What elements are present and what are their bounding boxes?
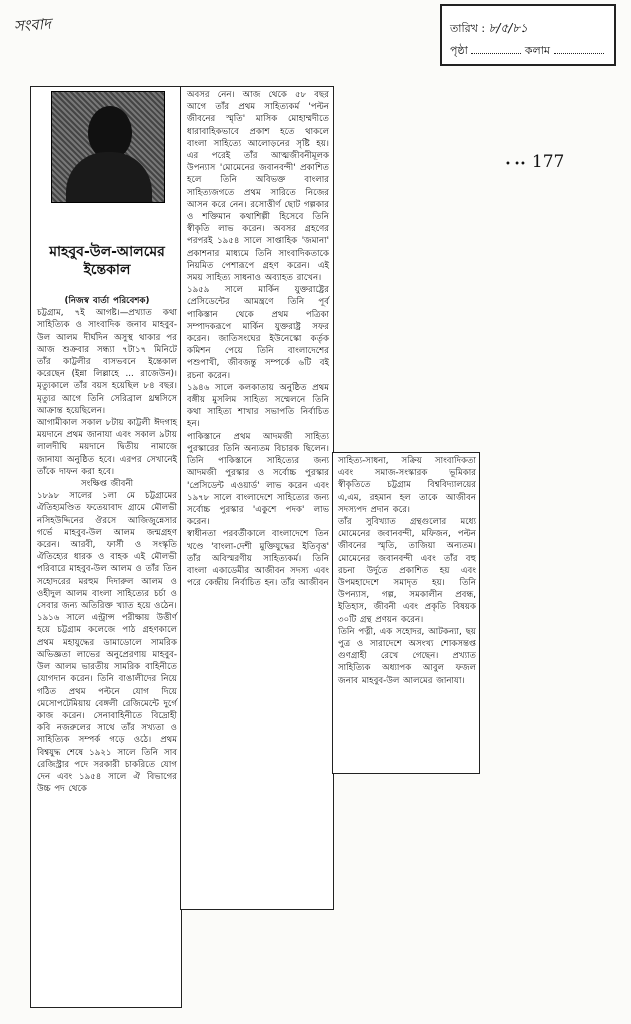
portrait-photo <box>51 91 165 203</box>
stamp-column-label: কলাম <box>524 44 551 57</box>
stamp-page-label: পৃষ্ঠা <box>450 44 468 57</box>
page-number: • •• 177 <box>505 152 565 172</box>
clipping-column-3 <box>332 452 480 774</box>
paragraph: সাহিত্য-সাধনা, সক্রিয় সাংবাদিকতা এবং সমাজ-সংস্কারক ভূমিকার স্বীকৃতিতে চট্টগ্রাম বিশ্ববিদ্যালয়ের এ,এম, রহমান হল তাকে আজীবন সদস্যপদ প্রদান করে। <box>338 456 476 515</box>
paragraph: স্বাধীনতা পরবর্তীকালে বাংলাদেশে তিন খণ্ডে 'বাংলা-দেশী মুক্তিযুদ্ধের ইতিবৃত্ত' তাঁর অবিস্মরণীয় সাহিত্যকর্ম। তিনি বাংলা একাডেমীর আজীবন সদস্য এবং পরে কেন্দ্রীয় নির্বাচিত হন। তাঁর আজীবন <box>187 529 329 589</box>
paragraph: তিনি পত্নী, এক সহোদর, আটকন্যা, ছয় পুত্র ও সারাদেশে অসংখ্য শোকসন্তপ্ত গুণগ্রাহী রেখে গেছেন। প্রখ্যাত সাহিত্যিক অধ্যাপক আবুল ফজল জনাব মাহবুব-উল আলমের জানাযা। <box>338 626 476 686</box>
clipping-column-1 <box>30 86 182 1008</box>
paragraph: পাকিস্তানে প্রথম আদমজী সাহিত্য পুরস্কারের তিনি অন্যতম বিচারক ছিলেন। তিনি পাকিস্তানে সাহিত্যের জন্য আদমজী পুরস্কার ও সর্বোচ্চ পুরস্কার 'প্রেসিডেন্ট এওয়ার্ড' লাভ করেন এবং ১৯৭৮ সালে বাংলাদেশে সাহিত্যের জন্য সর্বোচ্চ পুরস্কার 'একুশে পদক' লাভ করেন। <box>187 431 329 528</box>
clipping-column-2 <box>180 86 334 910</box>
column-3-text <box>338 455 476 687</box>
byline: (নিজস্ব বার্তা পরিবেশক) <box>64 296 150 306</box>
stamp-date-value: ৮/৫/৮১ <box>488 21 528 35</box>
stamp-column-line <box>554 53 604 54</box>
stamp-date-label: তারিখ <box>450 22 478 35</box>
date-stamp: তারিখ : ৮/৫/৮১ পৃষ্ঠা কলাম <box>440 4 616 66</box>
paragraph: ১৯১৬ সালে এন্ট্রান্স পরীক্ষায় উত্তীর্ণ হয়ে চট্টগ্রাম কলেজে পাঠ গ্রহণকালে প্রথম মহাযুদ্ধের ডামাডোলে সামরিক অভিজ্ঞতা লাভের অনুপ্রেরণায় মাহবুব-উল আলম ভারতীয় সামরিক বাহিনীতে যোগদান করেন। তিনি বাঙালীদের নিয়ে গঠিত প্রথম পল্টনে যোগ দিয়ে মেসোপটেমিয়ায় বেঙ্গলী রেজিমেন্টে দুর্গে কাজ করেন। সেনাবাহিনীতে বিদ্রোহী কবি নজরুলের সাথে তাঁর সখ্যতা ও সাহিত্যিক সম্পর্ক গড়ে ওঠে। প্রথম বিশ্বযুদ্ধ শেষে ১৯২১ সালে তিনি সাব রেজিস্ট্রার পদে সরকারী চাকরিতে যোগ দেন এবং ১৯৫৪ সালে ঐ বিভাগের উচ্চ পদ থেকে <box>37 613 177 795</box>
stamp-page-line <box>471 53 521 54</box>
paragraph: অবসর নেন। আজ থেকে ৫৮ বছর আগে তাঁর প্রথম সাহিত্যকর্ম 'পল্টন জীবনের স্মৃতি' মাসিক মোহাম্মদীতে ধারাবাহিকভাবে প্রকাশ হতে থাকলে বাংলা সাহিত্যে আলোড়নের সৃষ্টি হয়। এর পরেই তাঁর আত্মজীবনীমূলক উপন্যাস 'মোমেনের জবানবন্দী' প্রকাশিত হলে তিনি অবিভক্ত বাংলার সাহিত্যজগতে প্রথম সারিতে নিজের আসন করে নেন। রসোত্তীর্ণ ছোট গল্পকার ও শক্তিমান কথাশিল্পী হিসেবে তিনি স্বীকৃতি লাভ করেন। অবসর গ্রহণের পরপরই ১৯৫৪ সালে সাপ্তাহিক 'জমানা' প্রকাশনার মাধ্যমে তিনি সাংবাদিকতাকে নিয়মিত পেশারূপে গ্রহণ করেন। এই সময় সাহিত্য সাধনাও অব্যাহত রাখেন। <box>187 90 329 284</box>
handwritten-note: সংবাদ <box>13 14 52 36</box>
column-1-text <box>37 295 177 795</box>
paragraph: তাঁর সুবিখ্যাত গ্রন্থগুলোর মধ্যে মোমেনের জবানবন্দী, মফিজন, পল্টন জীবনের স্মৃতি, তাজিয়া অন্যতম। মোমেনের জবানবন্দী এবং তাঁর বহু রচনা উর্দুতে প্রকাশিত হয় এবং উপমহাদেশে সমাদৃত হয়। তিনি উপন্যাস, গল্প, সমকালীন প্রবন্ধ, ইতিহাস, জীবনী এবং প্রকৃতি বিষয়ক ৩০টি গ্রন্থ প্রণয়ন করেন। <box>338 517 476 625</box>
paragraph: ১৯৪৬ সালে কলকাতায় অনুষ্ঠিত প্রথম বঙ্গীয় মুসলিম সাহিত্য সম্মেলনে তিনি কথা সাহিত্য শাখার সভাপতি নির্বাচিত হন। <box>187 382 329 430</box>
paragraph: আগামীকাল সকাল ৮টায় কাট্টলী ঈদগাহ ময়দানে প্রথম জানাযা এবং সকাল ৯টায় লালদীঘি ময়দানে দ্বিতীয় নামাজে জানাযা অনুষ্ঠিত হবে। এরপর সেখানেই তাঁকে দাফন করা হবে। <box>37 418 177 477</box>
paragraph: চট্টগ্রাম, ৭ই আগষ্ট।—প্রখ্যাত কথা সাহিত্যিক ও সাংবাদিক জনাব মাহবুব-উল আলম দীর্ঘদিন অসুস্থ থাকার পর আজ শুক্রবার সন্ধ্যা ৭টা১৭ মিনিটে তাঁর কাট্টলীর বাসভবনে ইন্তেকাল করেছেন (ইন্না লিল্লাহে ... রাজেউন)। মৃত্যুকালে তাঁর বয়স হয়েছিল ৮৪ বছর। মৃত্যুর আগে তিনি সেরিব্রাল থ্রম্বসিসে আক্রান্ত হয়েছিলেন। <box>37 308 177 416</box>
column-2-text <box>187 89 329 589</box>
paragraph: ১৮৯৮ সালের ১লা মে চট্টগ্রামের ঐতিহ্যমণ্ডিত ফতেয়াবাদ গ্রামে মৌলভী নসিহউদ্দিনের ঔরসে আজিজুন্নেসার গর্ভে মাহবুব-উল আলম জন্মগ্রহণ করেন। আরবী, ফার্সী ও সংস্কৃতি ঐতিহ্যের ধারক ও বাহক এই মৌলভী পরিবারে মাহবুব-উল আলম ও তাঁর তিন সহোদরের মরহুম দিদারুল আলম ও ওহীদুল আলম বাংলা সাহিত্যের চর্চা ও সেবার জন্য অতিরিক্ত খ্যাত হয়ে ওঠেন। <box>37 491 177 612</box>
subheading: সংক্ষিপ্ত জীবনী <box>80 479 134 490</box>
headline: মাহবুব-উল-আলমের ইন্তেকাল <box>49 244 165 278</box>
paragraph: ১৯৫৯ সালে মার্কিন যুক্তরাষ্ট্রের প্রেসিডেন্টের আমন্ত্রণে তিনি পূর্ব পাকিস্তান থেকে প্রথম পত্রিকা সম্পাদকরূপে মার্কিন যুক্তরাষ্ট্র সফর করেন। জাতিসংঘের ইউনেস্কো কর্তৃক কমিশন পেয়ে তিনি বাংলাদেশের পশুপাখী, জীবজন্তু সম্পর্কে ৬টি বই রচনা করেন। <box>187 285 329 381</box>
